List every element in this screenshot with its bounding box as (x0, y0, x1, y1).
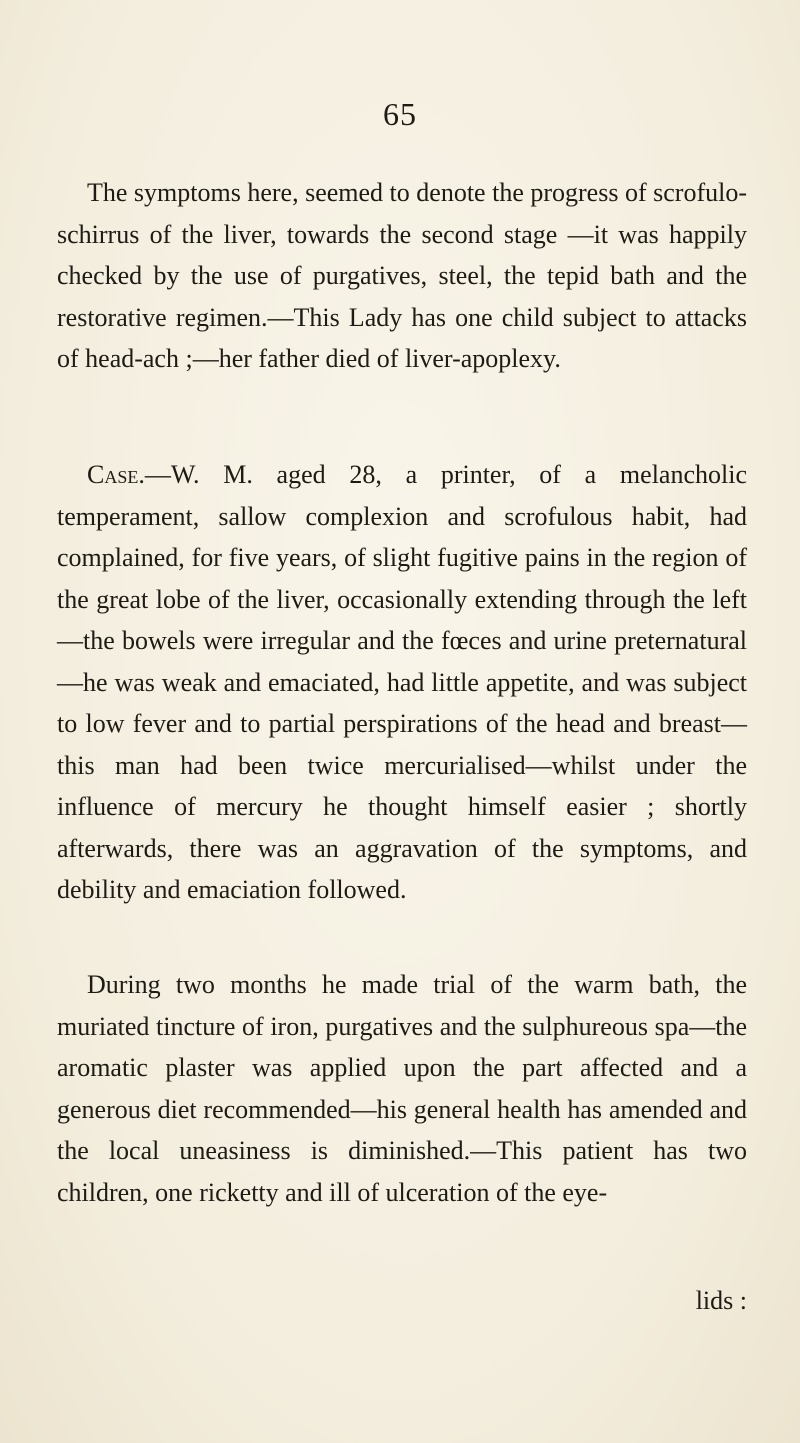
paragraph-symptoms (57, 172, 747, 380)
paragraph-3-text: During two months he made trial of the warm bath, the muriated tincture of iron, purgatives and the sulphureous spa—the aromatic plaster was applied upon the part affected and a generous diet recommended—his general health has amended and the local uneasiness is diminished.—This patient has two children, one ricketty and ill of ulceration of the eye- (57, 970, 747, 1207)
paragraph-treatment (57, 964, 747, 1213)
paragraph-1-text: The symptoms here, seemed to denote the progress of scrofulo-schirrus of the liver, towards the second stage —it was happily checked by the use of purgatives, steel, the tepid bath and the restorative regimen.—This Lady has one child subject to attacks of head-ach ;—her father died of liver-apoplexy. (57, 178, 747, 373)
paragraph-case (57, 454, 747, 911)
paragraph-2-text: —W. M. aged 28, a printer, of a melancholic temperament, sallow complexion and scrofulous habit, had complained, for five years, of slight fugitive pains in the region of the great lobe of the liver, occasionally extending through the left—the bowels were irregular and the fœces and urine preternatural—he was weak and emaciated, had little appetite, and was subject to low fever and to partial perspirations of the head and breast—this man had been twice mercurialised—whilst under the influence of mercury he thought himself easier ; shortly afterwards, there was an aggravation of the symptoms, and debility and emaciation followed. (57, 460, 747, 904)
case-heading: Case. (87, 460, 145, 489)
page-number: 65 (383, 96, 417, 132)
catchword-line: lids : (695, 1286, 747, 1315)
